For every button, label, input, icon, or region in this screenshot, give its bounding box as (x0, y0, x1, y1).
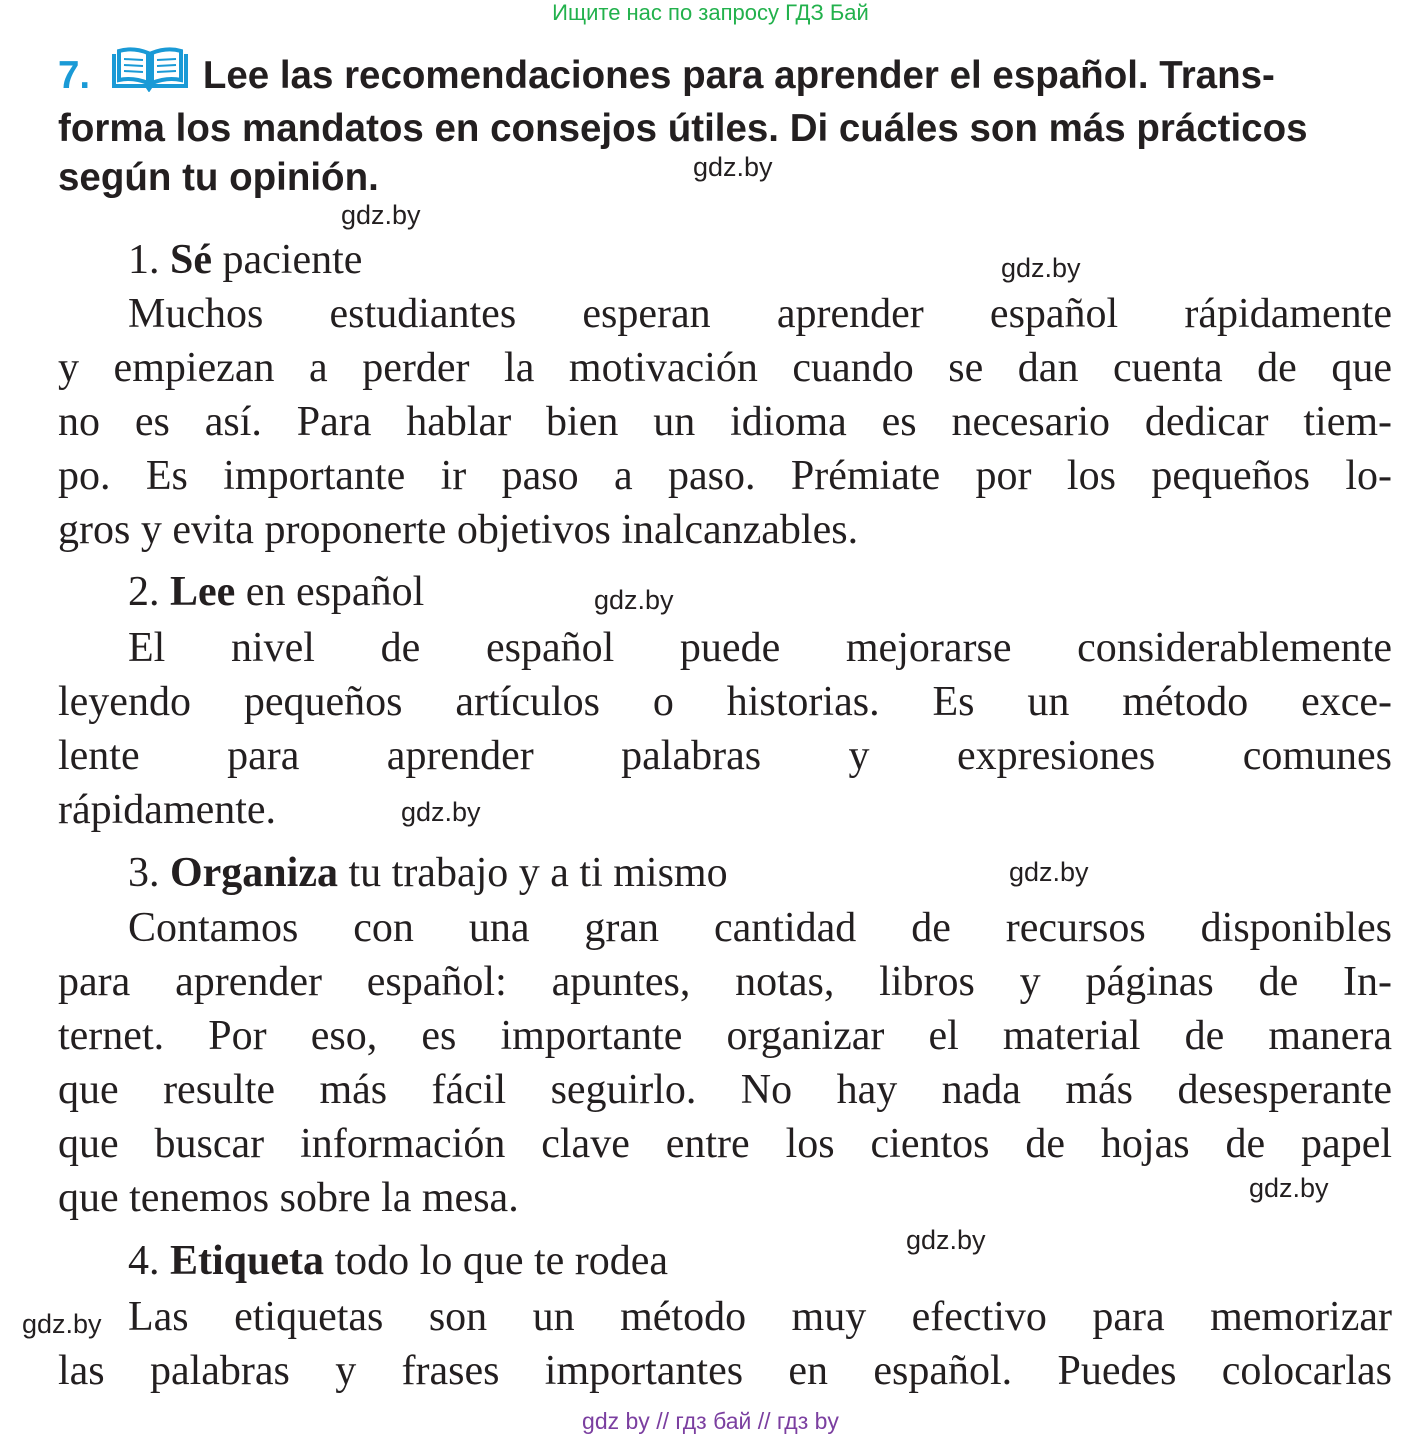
tip-rest: paciente (222, 237, 363, 283)
text-line: El nivel de español puede mejorarse considerablemente (128, 625, 1392, 671)
open-book-icon (111, 46, 189, 104)
text-line: que tenemos sobre la mesa. (58, 1175, 519, 1221)
text-line: rápidamente. (58, 787, 277, 833)
watermark: gdz.by (401, 797, 481, 827)
tip-rest: todo lo que te rodea (334, 1238, 669, 1284)
tip-verb: Etiqueta (170, 1238, 325, 1284)
tip-number: 3. (128, 850, 160, 896)
tip-rest: tu trabajo y a ti mismo (348, 850, 728, 896)
tip-4-title (128, 1237, 668, 1285)
tip-verb: Organiza (170, 850, 338, 896)
footer-links[interactable]: gdz by // гдз бай // гдз by (582, 1408, 839, 1434)
watermark: gdz.by (594, 585, 674, 615)
text-line: lente para aprender palabras y expresiones comunes (58, 733, 1392, 779)
watermark: gdz.by (1009, 857, 1089, 887)
tip-rest: en español (245, 569, 425, 615)
task-line: según tu opinión. (58, 156, 379, 199)
text-line: ternet. Por eso, es importante organizar el material de manera (58, 1013, 1392, 1059)
task-line: forma los mandatos en consejos útiles. Di cuáles son más prácticos (58, 107, 1308, 150)
tip-number: 4. (128, 1238, 160, 1284)
text-line: y empiezan a perder la motivación cuando se dan cuenta de que (58, 345, 1392, 391)
task-line: Lee las recomendaciones para aprender el español. Trans- (202, 54, 1275, 97)
text-line: que resulte más fácil seguirlo. No hay nada más desesperante (58, 1067, 1392, 1113)
text-line: no es así. Para hablar bien un idioma es necesario dedicar tiem- (58, 399, 1392, 445)
tip-verb: Sé (170, 237, 212, 283)
watermark: gdz.by (906, 1225, 986, 1255)
tip-1-text (58, 287, 1392, 557)
task-number: 7. (58, 54, 91, 97)
text-line: Muchos estudiantes esperan aprender español rápidamente (128, 291, 1392, 337)
tip-number: 1. (128, 237, 160, 283)
watermark: gdz.by (341, 200, 421, 230)
tip-4-text (58, 1290, 1392, 1398)
text-line: para aprender español: apuntes, notas, libros y páginas de In- (58, 959, 1392, 1005)
watermark: gdz.by (693, 152, 773, 182)
text-line: Contamos con una gran cantidad de recursos disponibles (128, 905, 1392, 951)
text-line: leyendo pequeños artículos o historias. Es un método exce- (58, 679, 1392, 725)
tip-number: 2. (128, 569, 160, 615)
tip-1-title (128, 236, 362, 284)
text-line: gros y evita proponerte objetivos inalcanzables. (58, 507, 859, 553)
text-line: que buscar información clave entre los cientos de hojas de papel (58, 1121, 1392, 1167)
tip-2-title (128, 568, 424, 616)
tip-3-title (128, 849, 728, 897)
tip-verb: Lee (170, 569, 236, 615)
tip-3-text (58, 901, 1392, 1225)
text-line: las palabras y frases importantes en español. Puedes colocarlas (58, 1348, 1392, 1394)
watermark: gdz.by (1001, 253, 1081, 283)
watermark: gdz.by (22, 1309, 102, 1339)
top-search-hint[interactable]: Ищите нас по запросу ГДЗ Бай (552, 0, 869, 25)
text-line: po. Es importante ir paso a paso. Prémiate por los pequeños lo- (58, 453, 1392, 499)
watermark: gdz.by (1249, 1173, 1329, 1203)
tip-2-text (58, 621, 1392, 837)
text-line: Las etiquetas son un método muy efectivo para memorizar (128, 1294, 1392, 1340)
